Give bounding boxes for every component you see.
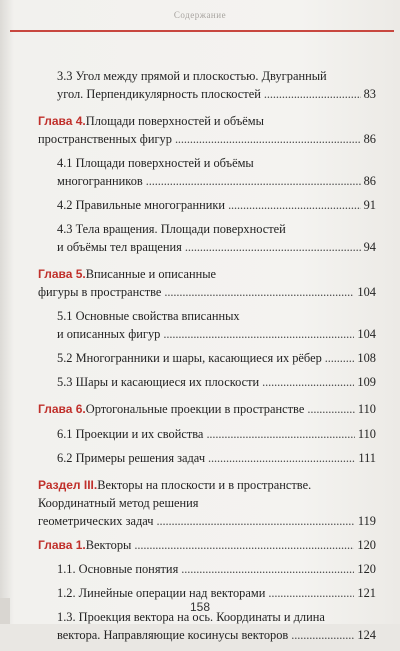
toc-entry-4-3: 4.3 Тела вращения. Площади поверхностей и объёмы тел вращения . . . 94 bbox=[38, 221, 376, 256]
toc-entry-6-1: 6.1 Проекции и их свойства . . . 110 bbox=[38, 426, 376, 444]
page-ref: 83 bbox=[363, 86, 376, 101]
page-ref: 91 bbox=[363, 197, 376, 212]
page-ref: 86 bbox=[363, 173, 376, 188]
page-ref: 110 bbox=[357, 426, 376, 441]
page-ref: 120 bbox=[357, 562, 376, 576]
toc-entry-4-2: 4.2 Правильные многогранники . . . 91 bbox=[38, 197, 376, 215]
running-head: Содержание bbox=[173, 10, 227, 20]
page-ref: 94 bbox=[363, 239, 376, 254]
page-ref: 120 bbox=[357, 537, 376, 552]
toc-entry-3-3: 3.3 Угол между прямой и плоскостью. Двугранный угол. Перпендикулярность плоскостей . . . 83 bbox=[38, 68, 376, 103]
page-ref: 119 bbox=[357, 513, 376, 528]
page-ref: 111 bbox=[358, 450, 376, 465]
chapter-label: Глава 5. bbox=[38, 267, 86, 282]
toc-entry-6-2: 6.2 Примеры решения задач . . . 111 bbox=[38, 450, 376, 468]
toc-chapter-6: Глава 6. Ортогональные проекции в пространстве . . . 110 bbox=[38, 401, 376, 419]
toc-entry-1-2: 1.2. Линейные операции над векторами . . . 121 bbox=[38, 585, 376, 603]
page-ref: 86 bbox=[363, 131, 376, 146]
toc-chapter-5: Глава 5. Вписанные и описанные фигуры в пространстве . . . 104 bbox=[38, 266, 376, 301]
page-ref: 121 bbox=[357, 586, 376, 601]
toc-entry-5-1: 5.1 Основные свойства вписанных и описанных фигур . . . 104 bbox=[38, 308, 376, 343]
page-number: 158 bbox=[189, 600, 211, 614]
page-ref: 104 bbox=[357, 326, 376, 341]
toc-entry-5-3: 5.3 Шары и касающиеся их плоскости . . . 109 bbox=[38, 374, 376, 392]
toc-section-3: Раздел III. Векторы на плоскости и в пространстве. Координатный метод решения геометрических задач . . . 119 bbox=[38, 477, 376, 530]
chapter-label: Глава 4. bbox=[38, 114, 86, 129]
section-label: Раздел III. bbox=[38, 478, 98, 493]
page-ref: 104 bbox=[357, 284, 376, 299]
page-corner bbox=[0, 598, 10, 624]
toc-entry-1-1: 1.1. Основные понятия . . . 120 bbox=[38, 561, 376, 579]
page-ref: 109 bbox=[357, 374, 376, 389]
table-of-contents bbox=[38, 68, 376, 651]
page-ref: 124 bbox=[357, 627, 376, 642]
top-rule bbox=[10, 30, 394, 32]
toc-chapter-4: Глава 4. Площади поверхностей и объёмы пространственных фигур . . . 86 bbox=[38, 113, 376, 148]
toc-chapter-1: Глава 1. Векторы . . . 120 bbox=[38, 537, 376, 555]
toc-entry-1-3: 1.3. Проекция вектора на ось. Координаты и длина вектора. Направляющие косинусы векторов . . . 124 bbox=[38, 609, 376, 644]
chapter-label: Глава 6. bbox=[38, 402, 86, 417]
toc-entry-5-2: 5.2 Многогранники и шары, касающиеся их рёбер . . . 108 bbox=[38, 350, 376, 368]
page-ref: 108 bbox=[357, 350, 376, 365]
page-ref: 110 bbox=[357, 402, 376, 417]
toc-entry-4-1: 4.1 Площади поверхностей и объёмы многогранников . . . 86 bbox=[38, 155, 376, 190]
chapter-label: Глава 1. bbox=[38, 537, 86, 552]
